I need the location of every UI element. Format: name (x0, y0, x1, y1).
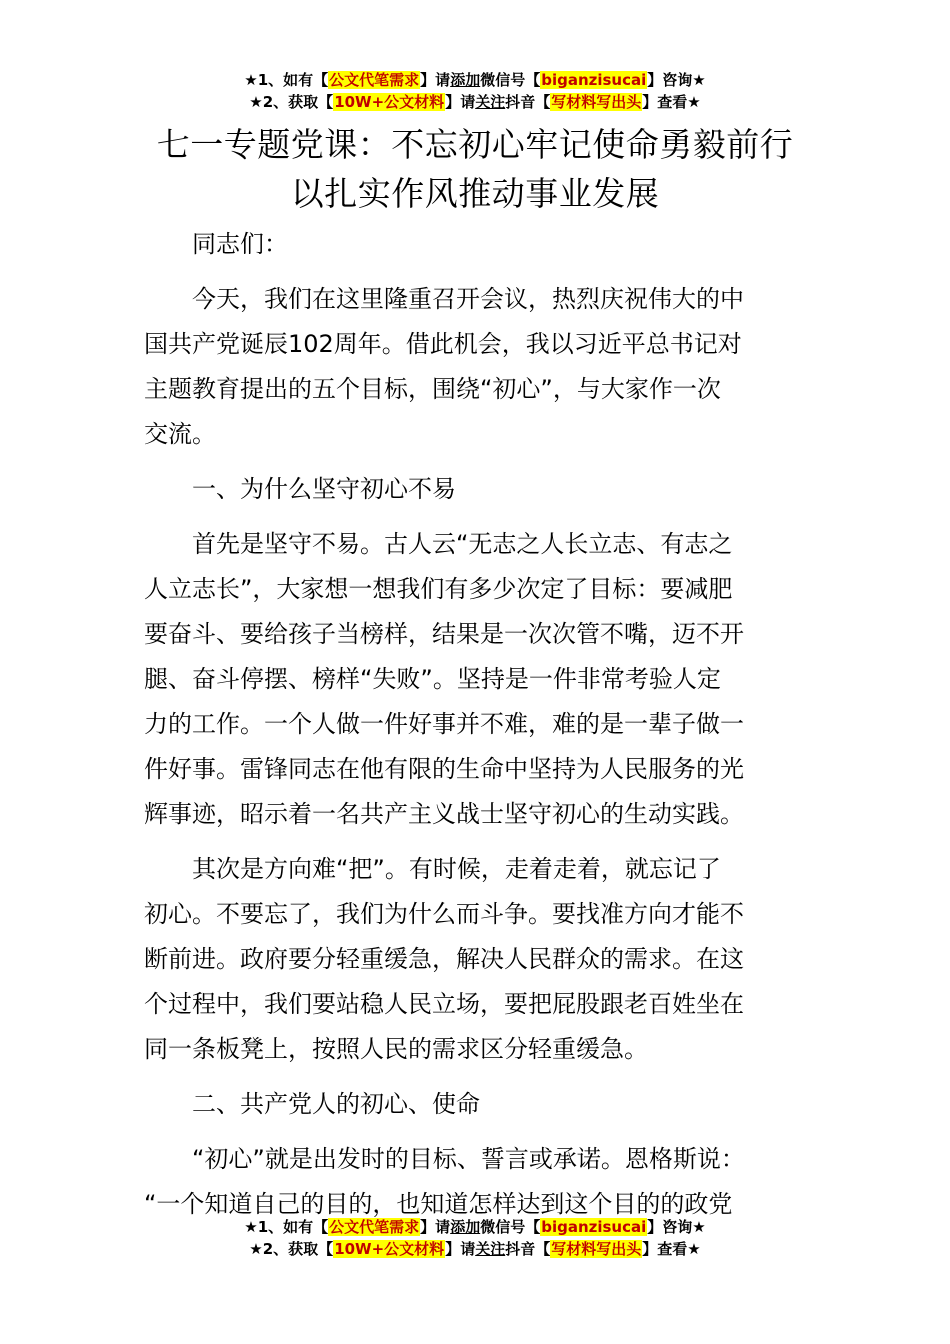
title-line-2: 以扎实作风推动事业发展 (290, 174, 660, 213)
section-heading-2: 二、共产党人的初心、使命 (192, 1090, 480, 1118)
highlight-douyin: 写材料写出头 (551, 1240, 642, 1258)
title-line-1: 七一专题党课：不忘初心牢记使命勇毅前行 (156, 125, 794, 164)
highlight-ghostwriting: 公文代笔需求 (329, 71, 420, 89)
document-body (144, 222, 806, 1227)
highlight-materials: 10W+公文材料 (334, 1240, 445, 1258)
section-heading-1: 一、为什么坚守初心不易 (192, 475, 456, 503)
promo-banner-top (0, 69, 950, 113)
promo-line-1: ★1、如有【公文代笔需求】请添加微信号【biganzisucai】咨询★ (244, 71, 706, 89)
highlight-wechat-id: biganzisucai (541, 71, 647, 89)
highlight-ghostwriting: 公文代笔需求 (329, 1218, 420, 1236)
greeting: 同志们： (192, 230, 288, 258)
promo-line-2: ★2、获取【10W+公文材料】请关注抖音【写材料写出头】查看★ (249, 93, 701, 111)
highlight-douyin: 写材料写出头 (551, 93, 642, 111)
paragraph-4: “初心”就是出发时的目标、誓言或承诺。恩格斯说： “一个知道自己的目的，也知道怎样达到这个目的的政党 (144, 1145, 745, 1218)
promo-line-2-bottom: ★2、获取【10W+公文材料】请关注抖音【写材料写出头】查看★ (249, 1240, 701, 1258)
paragraph-1: 今天，我们在这里隆重召开会议，热烈庆祝伟大的中 国共产党诞辰102周年。借此机会，我以习近平总书记对 主题教育提出的五个目标，围绕“初心”，与大家作一次 交流。 (144, 285, 744, 448)
promo-line-1-bottom: ★1、如有【公文代笔需求】请添加微信号【biganzisucai】咨询★ (244, 1218, 706, 1236)
paragraph-3: 其次是方向难“把”。有时候，走着走着，就忘记了 初心。不要忘了，我们为什么而斗争。要找准方向才能不 断前进。政府要分轻重缓急，解决人民群众的需求。在这 个过程中，我们要站稳人民立场，要把屁股跟老百姓坐在 同一条板凳上，按照人民的需求区分轻重缓急。 (144, 855, 744, 1063)
highlight-materials: 10W+公文材料 (334, 93, 445, 111)
highlight-wechat-id: biganzisucai (541, 1218, 647, 1236)
promo-banner-bottom (0, 1216, 950, 1260)
document-title (0, 120, 950, 218)
paragraph-2: 首先是坚守不易。古人云“无志之人长立志、有志之 人立志长”，大家想一想我们有多少次定了目标：要减肥 要奋斗、要给孩子当榜样，结果是一次次管不嘴，迈不开 腿、奋斗停摆、榜样“失败”。坚持是一件非常考验人定 力的工作。一个人做一件好事并不难，难的是一辈子做一 件好事。雷锋同志在他有限的生命中坚持为人民服务的光 辉事迹，昭示着一名共产主义战士坚守初心的生动实践。 (144, 530, 744, 828)
